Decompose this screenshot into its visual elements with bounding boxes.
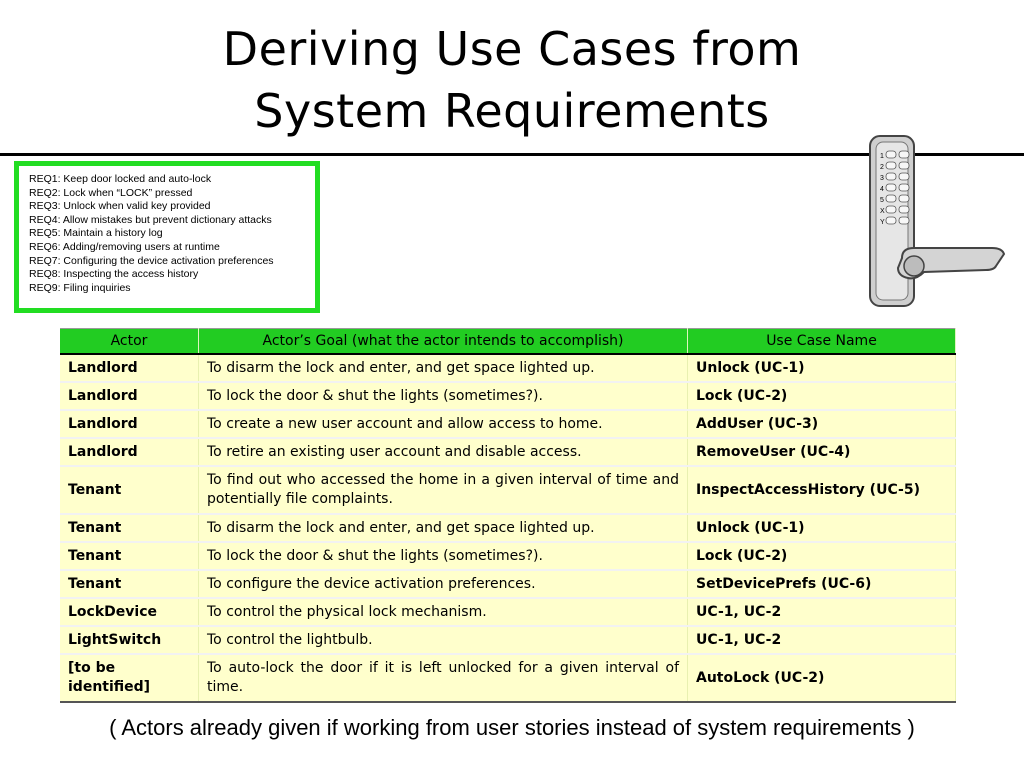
requirement-item: REQ4: Allow mistakes but prevent dictionary attacks <box>29 213 272 226</box>
table-row <box>60 598 956 626</box>
actor-cell: Tenant <box>60 514 199 542</box>
actor-cell: Landlord <box>60 382 199 410</box>
column-header-actor: Actor <box>60 329 199 355</box>
actor-cell: Landlord <box>60 354 199 382</box>
actor-cell: Tenant <box>60 466 199 514</box>
actor-cell: Tenant <box>60 542 199 570</box>
keypad-button <box>886 173 896 180</box>
goal-cell: To create a new user account and allow access to home. <box>199 410 688 438</box>
table-row <box>60 354 956 382</box>
actor-cell: LockDevice <box>60 598 199 626</box>
use-case-cell: Lock (UC-2) <box>688 542 956 570</box>
keypad-label: 2 <box>880 164 884 171</box>
title-line-1: Deriving Use Cases from <box>222 22 802 76</box>
keypad-label: X <box>880 208 885 215</box>
keypad-button <box>886 206 896 213</box>
goal-cell: To retire an existing user account and disable access. <box>199 438 688 466</box>
keypad-lock-illustration <box>862 130 1012 310</box>
column-header-goal: Actor’s Goal (what the actor intends to accomplish) <box>199 329 688 355</box>
requirement-item: REQ8: Inspecting the access history <box>29 268 199 281</box>
requirement-item: REQ9: Filing inquiries <box>29 281 131 294</box>
actor-cell: LightSwitch <box>60 626 199 654</box>
keypad-label: Y <box>880 219 885 226</box>
keypad-label: 5 <box>880 197 884 204</box>
keypad-button <box>886 217 896 224</box>
use-case-cell: InspectAccessHistory (UC-5) <box>688 466 956 514</box>
goal-cell: To lock the door & shut the lights (sometimes?). <box>199 382 688 410</box>
table-header-row <box>60 329 956 355</box>
goal-cell: To lock the door & shut the lights (sometimes?). <box>199 542 688 570</box>
keypad-button <box>886 195 896 202</box>
use-case-cell: SetDevicePrefs (UC-6) <box>688 570 956 598</box>
use-case-cell: Lock (UC-2) <box>688 382 956 410</box>
goal-cell: To disarm the lock and enter, and get space lighted up. <box>199 354 688 382</box>
table-row <box>60 654 956 702</box>
keypad-button <box>899 162 909 169</box>
requirements-box <box>14 161 320 313</box>
actor-cell: Landlord <box>60 438 199 466</box>
slide-title <box>0 18 1024 142</box>
table-row <box>60 466 956 514</box>
goal-cell: To find out who accessed the home in a given interval of time and potentially file complaints. <box>199 466 688 514</box>
keypad-label: 1 <box>880 153 884 160</box>
use-case-table <box>60 328 956 703</box>
table-row <box>60 410 956 438</box>
table-row <box>60 514 956 542</box>
requirement-item: REQ5: Maintain a history log <box>29 227 163 240</box>
use-case-cell: RemoveUser (UC-4) <box>688 438 956 466</box>
keypad-button <box>899 184 909 191</box>
use-case-cell: Unlock (UC-1) <box>688 514 956 542</box>
requirement-item: REQ3: Unlock when valid key provided <box>29 200 211 213</box>
footer-note: ( Actors already given if working from user stories instead of system requirements ) <box>109 715 915 740</box>
keypad-button <box>899 217 909 224</box>
keypad-button <box>899 206 909 213</box>
keypad-button <box>886 151 896 158</box>
actor-cell: [to be identified] <box>60 654 199 702</box>
use-case-cell: AddUser (UC-3) <box>688 410 956 438</box>
actor-cell: Tenant <box>60 570 199 598</box>
table-row <box>60 542 956 570</box>
keypad-button <box>886 184 896 191</box>
requirement-item: REQ2: Lock when “LOCK” pressed <box>29 186 193 199</box>
goal-cell: To control the physical lock mechanism. <box>199 598 688 626</box>
table-row <box>60 438 956 466</box>
requirement-item: REQ6: Adding/removing users at runtime <box>29 240 220 253</box>
requirement-item: REQ1: Keep door locked and auto-lock <box>29 173 212 185</box>
keypad-button <box>886 162 896 169</box>
keypad-label: 4 <box>880 186 884 193</box>
title-line-2: System Requirements <box>254 84 770 138</box>
keypad-button <box>899 173 909 180</box>
column-header-use-case: Use Case Name <box>688 329 956 355</box>
table-row <box>60 382 956 410</box>
goal-cell: To configure the device activation preferences. <box>199 570 688 598</box>
keypad-button <box>899 195 909 202</box>
keypad-label: 3 <box>880 175 884 182</box>
use-case-cell: UC-1, UC-2 <box>688 626 956 654</box>
use-case-cell: Unlock (UC-1) <box>688 354 956 382</box>
actor-cell: Landlord <box>60 410 199 438</box>
goal-cell: To auto-lock the door if it is left unlocked for a given interval of time. <box>199 654 688 702</box>
requirement-item: REQ7: Configuring the device activation preferences <box>29 254 274 267</box>
goal-cell: To control the lightbulb. <box>199 626 688 654</box>
goal-cell: To disarm the lock and enter, and get space lighted up. <box>199 514 688 542</box>
table-row <box>60 626 956 654</box>
use-case-cell: UC-1, UC-2 <box>688 598 956 626</box>
keypad-button <box>899 151 909 158</box>
table-row <box>60 570 956 598</box>
use-case-cell: AutoLock (UC-2) <box>688 654 956 702</box>
